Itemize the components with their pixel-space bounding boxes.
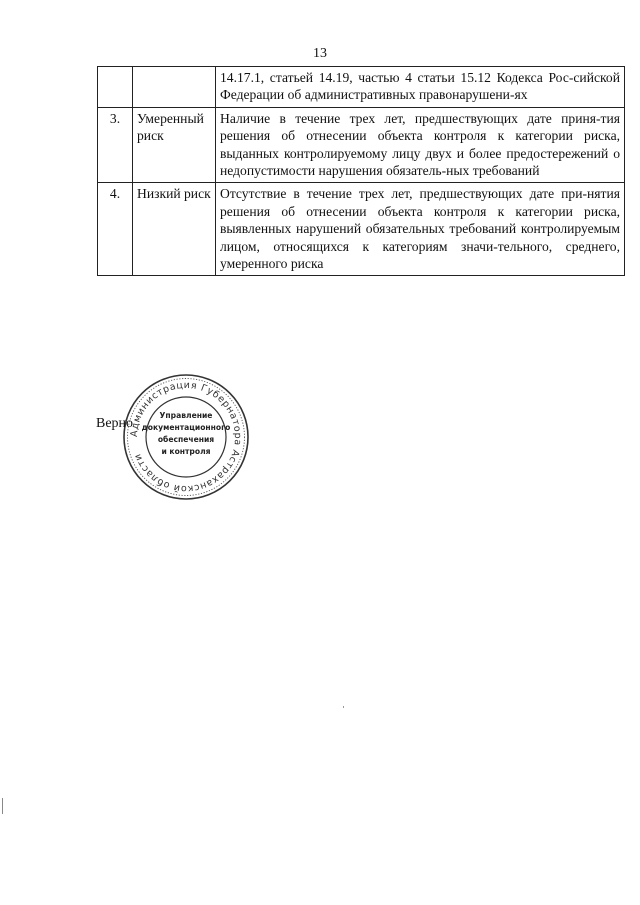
risk-category-cell: Умеренный риск [133,107,216,183]
certification-verno: Верно [96,416,134,431]
stamp-center-line: Управление [159,411,213,420]
table-row [98,67,625,108]
stamp-graphic [122,373,250,501]
stamp-ring-text: Администрация Губернатора Астраханской области [128,379,244,495]
stamp-center-line: и контроля [161,447,211,456]
row-number-cell: 4. [98,183,133,276]
stamp-center-line: обеспечения [157,435,215,444]
page-number: 13 [313,46,327,61]
row-number-cell: 3. [98,107,133,183]
stamp-center-line: документационного [141,423,231,432]
scan-edge-mark [2,798,3,814]
row-number-cell [98,67,133,108]
official-stamp [122,373,250,501]
table-row [98,107,625,183]
risk-category-cell [133,67,216,108]
risk-category-table [97,66,625,276]
criteria-cell: 14.17.1, статьей 14.19, частью 4 статьи 15.12 Кодекса Рос-сийской Федерации об административных правонарушени-ях [216,67,625,108]
criteria-cell: Отсутствие в течение трех лет, предшествующих дате при-нятия решения об отнесении объекта контроля к категории риска, выявленных нарушений обязательных требований контролируемым лицом, относящихся к категориям значи-тельного, среднего, умеренного риска [216,183,625,276]
table-row [98,183,625,276]
scan-dot [343,706,344,708]
criteria-cell: Наличие в течение трех лет, предшествующих дате приня-тия решения об отнесении объекта контроля к категории риска, выданных контролируемому лицу двух и более предостережений о недопустимости нарушения обязатель-ных требований [216,107,625,183]
risk-category-cell: Низкий риск [133,183,216,276]
